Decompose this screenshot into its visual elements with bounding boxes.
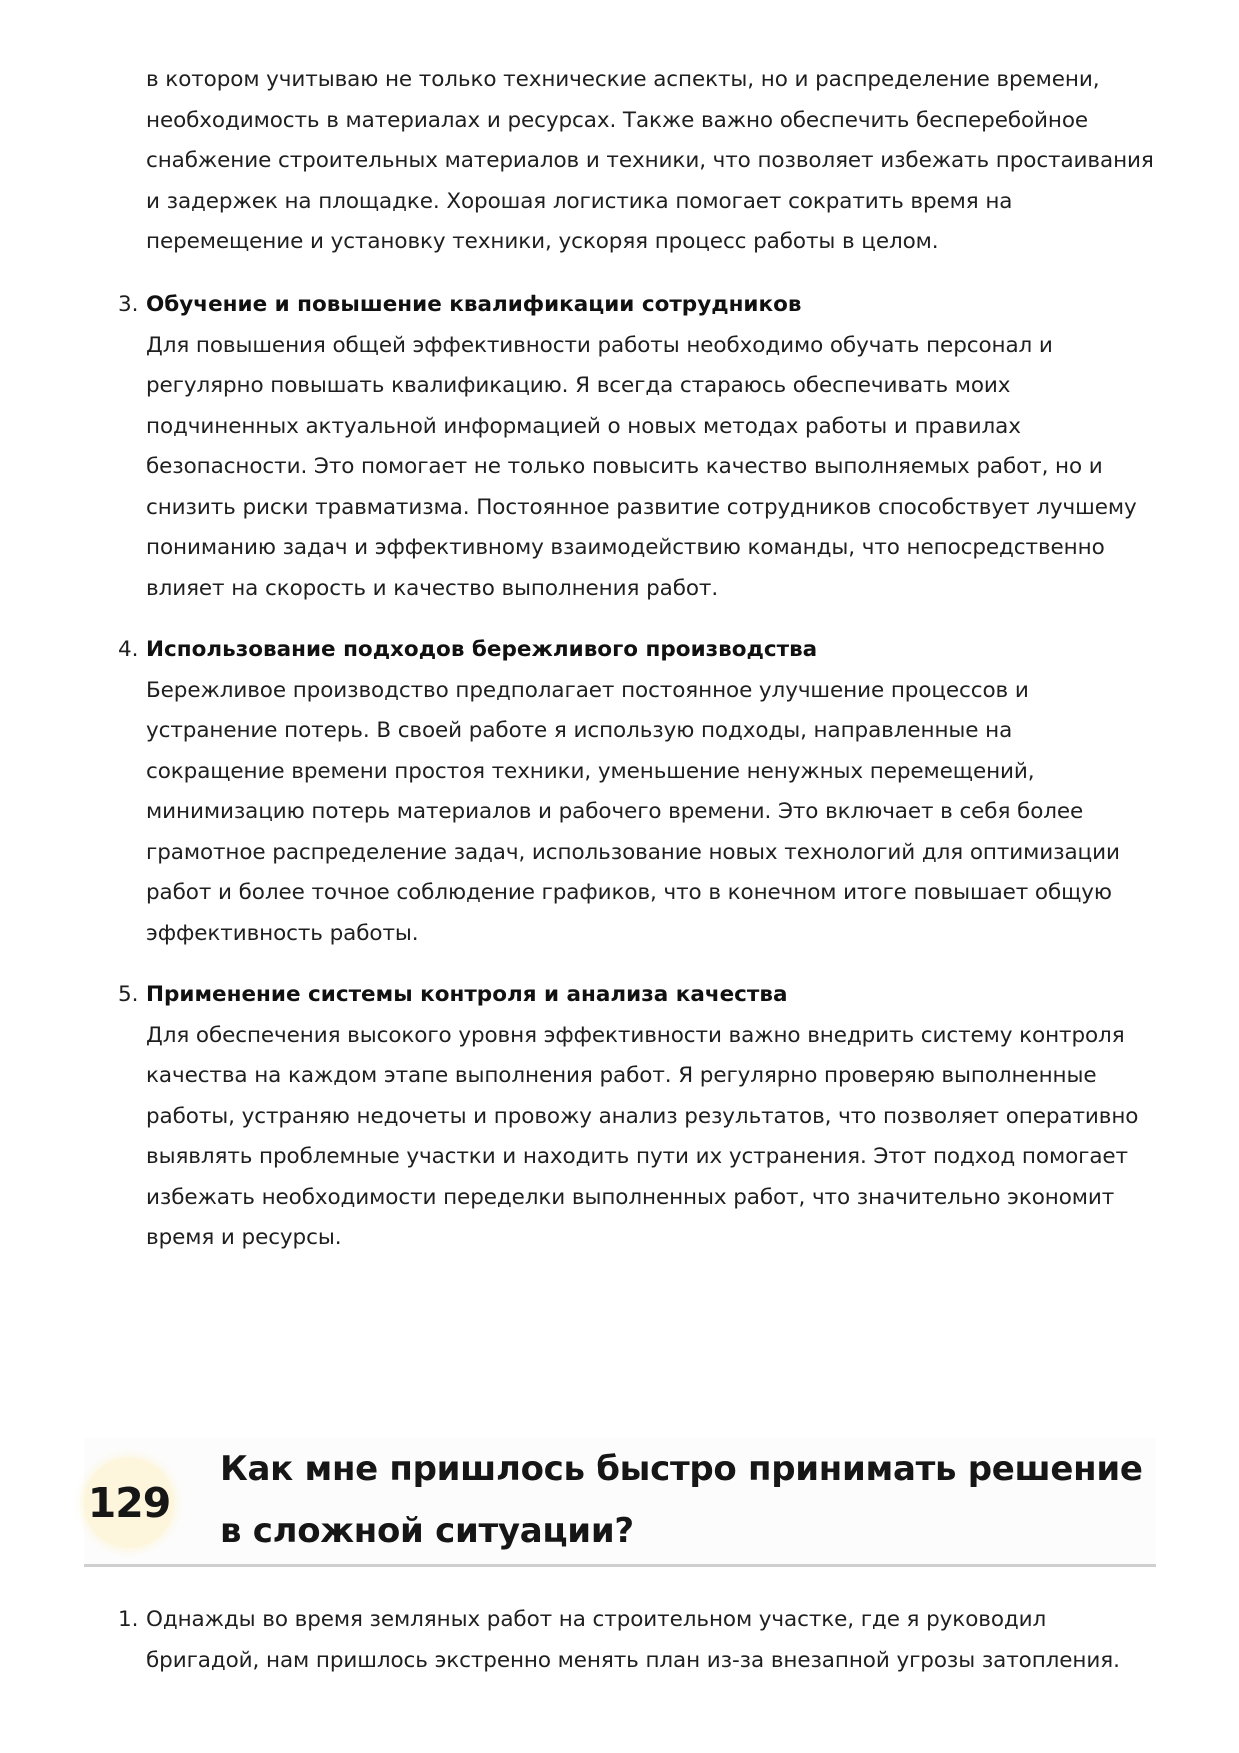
list-item-number: 3. [118,292,139,317]
section-title: Как мне пришлось быстро принимать решение в сложной ситуации? [220,1449,1143,1551]
list-item-number: 4. [118,637,139,662]
list-item-number: 5. [118,982,139,1007]
list-item-body: Для обеспечения высокого уровня эффективности важно внедрить систему контроля качества на каждом этапе выполнения работ. Я регулярно проверяю выполненные работы, устраняю недочеты и провожу анализ результатов, что позволяет оперативно выявлять проблемные участки и находить пути их устранения. Этот подход помогает избежать необходимости переделки выполненных работ, что значительно экономит время и ресурсы. [146,1022,1139,1250]
list-item-number: 1. [118,1607,139,1632]
list-item-body: Бережливое производство предполагает постоянное улучшение процессов и устранение потерь. В своей работе я использую подходы, направленные на сокращение времени простоя техники, уменьшение ненужных перемещений, минимизацию потерь материалов и рабочего времени. Это включает в себя более грамотное распределение задач, использование новых технологий для оптимизации работ и более точное соблюдение графиков, что в конечном итоге повышает общую эффективность работы. [146,677,1120,946]
list-item-body: Однажды во время земляных работ на строительном участке, где я руководил бригадой, нам пришлось экстренно менять план из-за внезапной угрозы затопления. [146,1607,1120,1673]
section-number-badge: 129 [84,1458,174,1548]
intro-paragraph: в котором учитываю не только технические аспекты, но и распределение времени, необходимость в материалах и ресурсах. Также важно обеспечить бесперебойное снабжение строительных материалов и техники, что позволяет избежать простаивания и задержек на площадке. Хорошая логистика помогает сократить время на перемещение и установку техники, ускоряя процесс работы в целом. [146,67,1154,254]
list-item-heading: Обучение и повышение квалификации сотрудников [146,292,802,317]
list-item-body: Для повышения общей эффективности работы необходимо обучать персонал и регулярно повышать квалификацию. Я всегда стараюсь обеспечивать моих подчиненных актуальной информацией о новых методах работы и правилах безопасности. Это помогает не только повысить качество выполняемых работ, но и снизить риски травматизма. Постоянное развитие сотрудников способствует лучшему пониманию задач и эффективному взаимодействию команды, что непосредственно влияет на скорость и качество выполнения работ. [146,332,1137,601]
section-header [84,1438,1156,1567]
list-item-heading: Использование подходов бережливого производства [146,637,818,662]
list-item-heading: Применение системы контроля и анализа качества [146,982,788,1007]
